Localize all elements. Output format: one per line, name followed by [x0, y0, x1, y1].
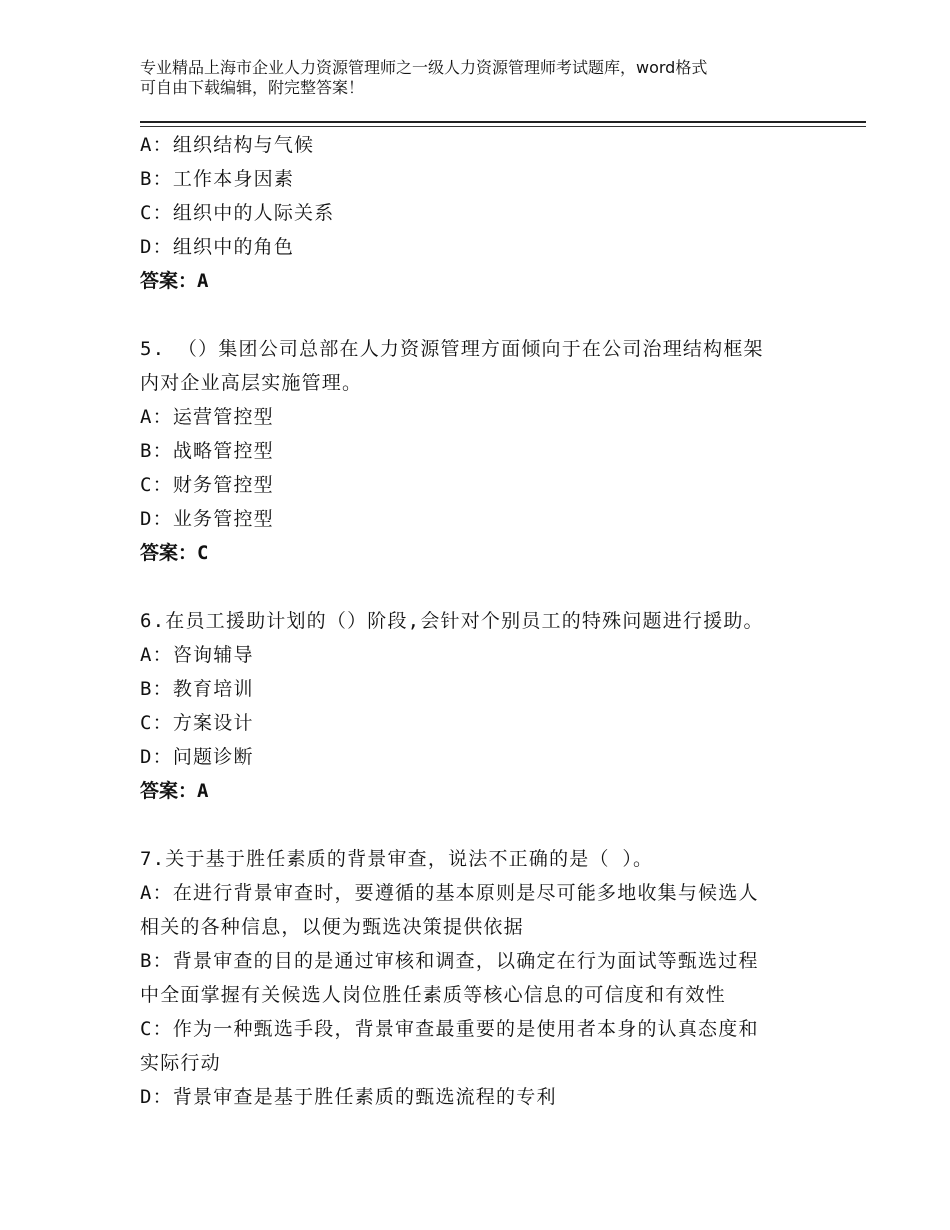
question-spacer [140, 570, 840, 604]
header-line-2: 可自由下载编辑，附完整答案！ [140, 78, 365, 97]
question-spacer [140, 298, 840, 332]
option-a: A：组织结构与气候 [140, 134, 315, 156]
answer-line [140, 774, 840, 808]
option-a-line-1: A：在进行背景审查时，要遵循的基本原则是尽可能多地收集与候选人 [140, 882, 759, 904]
document-header [140, 58, 840, 98]
answer-label: 答案： [140, 542, 198, 564]
question-stem-line-1: 5. （）集团公司总部在人力资源管理方面倾向于在公司治理结构框架 [140, 338, 764, 360]
question-stem-line-1: 6.在员工援助计划的（）阶段,会针对个别员工的特殊问题进行援助。 [140, 610, 764, 632]
option-d: D：问题诊断 [140, 746, 254, 768]
option-b: B：战略管控型 [140, 440, 274, 462]
option-c-line-2: 实际行动 [140, 1052, 221, 1074]
option-b: B：工作本身因素 [140, 168, 295, 190]
question-4 [140, 128, 840, 298]
header-divider-thin [140, 126, 866, 127]
option-c: C：财务管控型 [140, 474, 274, 496]
option-b-line-2: 中全面掌握有关候选人岗位胜任素质等核心信息的可信度和有效性 [140, 984, 726, 1006]
answer-label: 答案： [140, 780, 198, 802]
question-stem-line-1: 7.关于基于胜任素质的背景审查，说法不正确的是（ ）。 [140, 848, 654, 870]
answer-value: C [197, 542, 209, 564]
option-d: D：组织中的角色 [140, 236, 295, 258]
question-spacer [140, 808, 840, 842]
question-stem-line-2: 内对企业高层实施管理。 [140, 372, 363, 394]
header-line-1: 专业精品上海市企业人力资源管理师之一级人力资源管理师考试题库，word格式 [140, 58, 708, 77]
option-a-line-2: 相关的各种信息，以便为甄选决策提供依据 [140, 916, 524, 938]
answer-line [140, 536, 840, 570]
option-d: D：背景审查是基于胜任素质的甄选流程的专利 [140, 1086, 557, 1108]
header-divider-thick [140, 121, 866, 123]
question-7 [140, 842, 840, 1114]
answer-value: A [197, 780, 209, 802]
option-c: C：组织中的人际关系 [140, 202, 335, 224]
option-c-line-1: C：作为一种甄选手段，背景审查最重要的是使用者本身的认真态度和 [140, 1018, 759, 1040]
question-5 [140, 332, 840, 570]
option-c: C：方案设计 [140, 712, 254, 734]
question-list [140, 128, 840, 1114]
answer-label: 答案： [140, 270, 198, 292]
option-d: D：业务管控型 [140, 508, 274, 530]
answer-value: A [197, 270, 209, 292]
option-a: A：运营管控型 [140, 406, 274, 428]
option-a: A：咨询辅导 [140, 644, 254, 666]
option-b: B：教育培训 [140, 678, 254, 700]
option-b-line-1: B：背景审查的目的是通过审核和调查，以确定在行为面试等甄选过程 [140, 950, 759, 972]
answer-line [140, 264, 840, 298]
question-6 [140, 604, 840, 808]
